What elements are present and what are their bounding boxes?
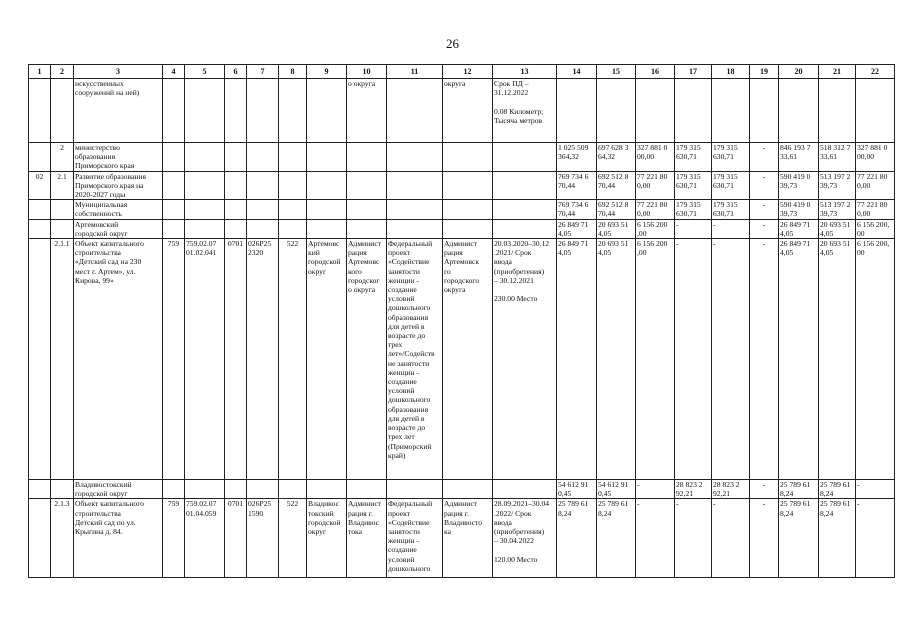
table-cell: Федеральный проект «Содействие занятости женщин - создание условий дошкольного образования для детей в возрасте до трех лет»/Содейств ие занятости женщин - создание условий дошкольного образования для детей в возрасте до трех лет (Приморский край)	[387, 239, 443, 480]
table-cell: 522	[279, 239, 307, 480]
table-cell: 6 156 200 ,00	[636, 239, 675, 480]
table-cell: 20 693 51 4,05	[819, 239, 856, 480]
table-cell	[443, 171, 493, 200]
table-cell	[225, 219, 247, 238]
table-cell	[307, 171, 347, 200]
table-cell	[163, 200, 185, 219]
table-cell: 54 612 91 0,45	[557, 480, 597, 499]
table-cell	[443, 219, 493, 238]
table-cell	[675, 79, 712, 143]
table-cell	[247, 143, 279, 172]
table-cell: 25 789 61 8,24	[819, 499, 856, 578]
table-cell: 6 156 200, 00	[856, 219, 895, 238]
table-cell: министерство образования Приморского края	[74, 143, 163, 172]
table-cell: Артемовс кий городской округ	[307, 239, 347, 480]
column-header: 14	[557, 65, 597, 79]
table-cell: Админист рация Артемовск го городского округа	[443, 239, 493, 480]
table-cell	[856, 79, 895, 143]
column-header: 7	[247, 65, 279, 79]
table-cell	[307, 143, 347, 172]
table-cell: 026P25 1590	[247, 499, 279, 578]
table-cell: 26 849 71 4,05	[779, 219, 819, 238]
table-cell	[51, 219, 74, 238]
column-header: 1	[29, 65, 51, 79]
table-cell	[819, 79, 856, 143]
table-cell: 02	[29, 171, 51, 200]
table-cell	[387, 219, 443, 238]
column-header: 8	[279, 65, 307, 79]
column-header: 3	[74, 65, 163, 79]
table-cell: -	[750, 499, 779, 578]
column-header: 19	[750, 65, 779, 79]
table-cell	[185, 171, 225, 200]
table-cell	[493, 171, 557, 200]
table-cell	[185, 480, 225, 499]
table-cell: -	[750, 171, 779, 200]
table-cell	[493, 143, 557, 172]
table-cell	[29, 480, 51, 499]
table-cell: 6 156 200, 00	[856, 239, 895, 480]
table-cell: 2.1.1	[51, 239, 74, 480]
table-cell	[493, 200, 557, 219]
table-cell: 77 221 80 0,00	[636, 171, 675, 200]
table-cell: Срок ПД – 31.12.2022 0.08 Километр; Тысяча метров	[493, 79, 557, 143]
table-cell: 769 734 6 70,44	[557, 171, 597, 200]
table-cell: 522	[279, 499, 307, 578]
table-cell: 026P25 2320	[247, 239, 279, 480]
table-cell	[185, 143, 225, 172]
table-cell	[347, 200, 387, 219]
table-cell	[225, 171, 247, 200]
table-cell: 518 312 7 33,61	[819, 143, 856, 172]
table-cell	[29, 239, 51, 480]
table-cell	[225, 480, 247, 499]
table-cell: 2.1	[51, 171, 74, 200]
table-row	[29, 79, 895, 143]
table-cell: Админист рация г. Владивос тока	[347, 499, 387, 578]
table-cell: 759	[163, 499, 185, 578]
column-header: 4	[163, 65, 185, 79]
table-cell: 28.09.2021–30.04 .2022/ Срок ввода (приобретения) – 30.04.2022 120.00 Место	[493, 499, 557, 578]
table-cell	[29, 499, 51, 578]
table-cell: 28 823 2 92,21	[712, 480, 750, 499]
table-cell: 590 419 0 39,73	[779, 171, 819, 200]
page-number: 26	[446, 36, 459, 51]
table-cell: 697 628 3 64,32	[597, 143, 636, 172]
table-cell: искусственных сооружений на ней)	[74, 79, 163, 143]
table-cell: 179 315 630,71	[675, 200, 712, 219]
table-cell	[347, 143, 387, 172]
table-cell	[247, 219, 279, 238]
table-cell	[636, 79, 675, 143]
table-cell: 327 881 0 00,00	[636, 143, 675, 172]
table-cell: Объект капитального строительства «Детский сад на 230 мест г. Артем», ул. Кирова, 99»	[74, 239, 163, 480]
table-cell: Владивос токский городской округ	[307, 499, 347, 578]
table-cell: 179 315 630,71	[675, 171, 712, 200]
table-cell: -	[856, 480, 895, 499]
table-cell	[712, 79, 750, 143]
table-cell	[185, 200, 225, 219]
column-header: 9	[307, 65, 347, 79]
table-cell: 692 512 8 70,44	[597, 200, 636, 219]
table-cell: 77 221 80 0,00	[856, 200, 895, 219]
table-cell: 20 693 51 4,05	[819, 219, 856, 238]
table-cell: 26 849 71 4,05	[557, 219, 597, 238]
table-cell: 25 789 61 8,24	[819, 480, 856, 499]
table-cell: -	[636, 499, 675, 578]
table-cell	[29, 200, 51, 219]
table-cell: -	[675, 499, 712, 578]
table-cell	[307, 480, 347, 499]
table-cell	[29, 143, 51, 172]
column-header: 20	[779, 65, 819, 79]
table-cell	[493, 219, 557, 238]
table-cell	[185, 79, 225, 143]
table-cell: -	[750, 143, 779, 172]
column-header: 21	[819, 65, 856, 79]
table-cell: 513 197 2 39,73	[819, 200, 856, 219]
table-cell: 590 419 0 39,73	[779, 200, 819, 219]
table-cell: Владивостокский городской округ	[74, 480, 163, 499]
table-row	[29, 200, 895, 219]
column-header: 22	[856, 65, 895, 79]
table-cell	[247, 171, 279, 200]
table-cell	[247, 79, 279, 143]
table-cell	[279, 219, 307, 238]
table-cell: 2.1.3	[51, 499, 74, 578]
table-cell: 2	[51, 143, 74, 172]
table-row	[29, 480, 895, 499]
table-cell: округа	[443, 79, 493, 143]
table-cell	[387, 79, 443, 143]
table-cell: -	[750, 219, 779, 238]
table-cell	[185, 219, 225, 238]
table-cell: -	[750, 239, 779, 480]
table-cell: 0701	[225, 499, 247, 578]
table-cell: -	[712, 499, 750, 578]
table-cell	[387, 480, 443, 499]
header-row	[29, 65, 895, 79]
table-cell	[51, 200, 74, 219]
table-cell	[387, 143, 443, 172]
table-cell	[279, 79, 307, 143]
table-cell: -	[636, 480, 675, 499]
table-cell: 513 197 2 39,73	[819, 171, 856, 200]
table-cell: 0701	[225, 239, 247, 480]
table-cell: Муниципальная собственность	[74, 200, 163, 219]
table-cell	[247, 480, 279, 499]
column-header: 17	[675, 65, 712, 79]
table-row	[29, 143, 895, 172]
table-cell	[307, 219, 347, 238]
table-cell: Развитие образования Приморского края на 2020-2027 годы	[74, 171, 163, 200]
table-cell: -	[856, 499, 895, 578]
table-cell: о округа	[347, 79, 387, 143]
table-cell	[597, 79, 636, 143]
table-cell	[443, 200, 493, 219]
table-cell	[163, 143, 185, 172]
table-cell	[29, 219, 51, 238]
table-cell: 25 789 61 8,24	[779, 499, 819, 578]
table-cell: 1 025 509 364,32	[557, 143, 597, 172]
table-cell: 20 693 51 4,05	[597, 239, 636, 480]
table-cell	[163, 79, 185, 143]
table-cell	[163, 219, 185, 238]
table-cell	[347, 171, 387, 200]
table-cell: 179 315 630,71	[712, 143, 750, 172]
table-cell: 759	[163, 239, 185, 480]
table-cell: 28 823 2 92,21	[675, 480, 712, 499]
table-cell: Федеральный проект «Содействие занятости женщин - создание условий дошкольного	[387, 499, 443, 578]
table-cell: 20 693 51 4,05	[597, 219, 636, 238]
table-cell: 179 315 630,71	[712, 200, 750, 219]
column-header: 11	[387, 65, 443, 79]
table-cell: -	[675, 219, 712, 238]
column-header: 6	[225, 65, 247, 79]
table-cell: -	[750, 480, 779, 499]
table-cell	[51, 480, 74, 499]
table-cell: 77 221 80 0,00	[856, 171, 895, 200]
table-cell: 179 315 630,71	[675, 143, 712, 172]
table-cell	[307, 79, 347, 143]
table-cell: 26 849 71 4,05	[779, 239, 819, 480]
table-cell: 77 221 80 0,00	[636, 200, 675, 219]
column-header: 12	[443, 65, 493, 79]
table-cell: 327 881 0 00,00	[856, 143, 895, 172]
table-cell: 20.03.2020–30.12 .2021/ Срок ввода (приобретения) – 30.12.2021 230.00 Место	[493, 239, 557, 480]
table-cell	[443, 143, 493, 172]
table-cell: 179 315 630,71	[712, 171, 750, 200]
table-cell: 54 612 91 0,45	[597, 480, 636, 499]
table-cell: -	[675, 239, 712, 480]
table-cell: 692 512 8 70,44	[597, 171, 636, 200]
table-cell: 846 193 7 33,61	[779, 143, 819, 172]
table-cell	[279, 171, 307, 200]
table-row	[29, 239, 895, 480]
table-cell	[347, 480, 387, 499]
table-cell	[557, 79, 597, 143]
table-cell: 25 789 61 8,24	[557, 499, 597, 578]
table-row	[29, 499, 895, 578]
table-cell	[347, 219, 387, 238]
table-cell	[163, 171, 185, 200]
column-header: 2	[51, 65, 74, 79]
table-cell: Админист рация г. Владивосто ка	[443, 499, 493, 578]
table-cell: 6 156 200 ,00	[636, 219, 675, 238]
table-cell: -	[712, 239, 750, 480]
table-cell	[163, 480, 185, 499]
table-cell: Артемовский городской округ	[74, 219, 163, 238]
table-row	[29, 219, 895, 238]
table-cell	[29, 79, 51, 143]
table-cell: Объект капитального строительства Детский сад по ул. Крыгина д. 84.	[74, 499, 163, 578]
table-cell	[387, 200, 443, 219]
table-cell	[750, 79, 779, 143]
table-cell: 25 789 61 8,24	[779, 480, 819, 499]
table-cell	[51, 79, 74, 143]
table-cell	[443, 480, 493, 499]
column-header: 18	[712, 65, 750, 79]
table-cell: 26 849 71 4,05	[557, 239, 597, 480]
table-cell	[247, 200, 279, 219]
table-cell: -	[750, 200, 779, 219]
budget-table	[28, 64, 895, 578]
table-cell	[493, 480, 557, 499]
column-header: 10	[347, 65, 387, 79]
column-header: 15	[597, 65, 636, 79]
table-cell: 769 734 6 70,44	[557, 200, 597, 219]
table-cell: -	[712, 219, 750, 238]
table-cell	[225, 79, 247, 143]
column-header: 5	[185, 65, 225, 79]
table-cell	[279, 143, 307, 172]
table-row	[29, 171, 895, 200]
table-cell: Админист рация Артемовс кого городског о округа	[347, 239, 387, 480]
table-cell	[779, 79, 819, 143]
table-cell	[387, 171, 443, 200]
column-header: 13	[493, 65, 557, 79]
table-cell: 759.02.07 01.04.059	[185, 499, 225, 578]
table-cell	[307, 200, 347, 219]
table-cell	[225, 200, 247, 219]
table-cell: 25 789 61 8,24	[597, 499, 636, 578]
table-cell	[279, 200, 307, 219]
table-cell	[225, 143, 247, 172]
column-header: 16	[636, 65, 675, 79]
table-cell	[279, 480, 307, 499]
table-cell: 759.02.07 01.02.041	[185, 239, 225, 480]
